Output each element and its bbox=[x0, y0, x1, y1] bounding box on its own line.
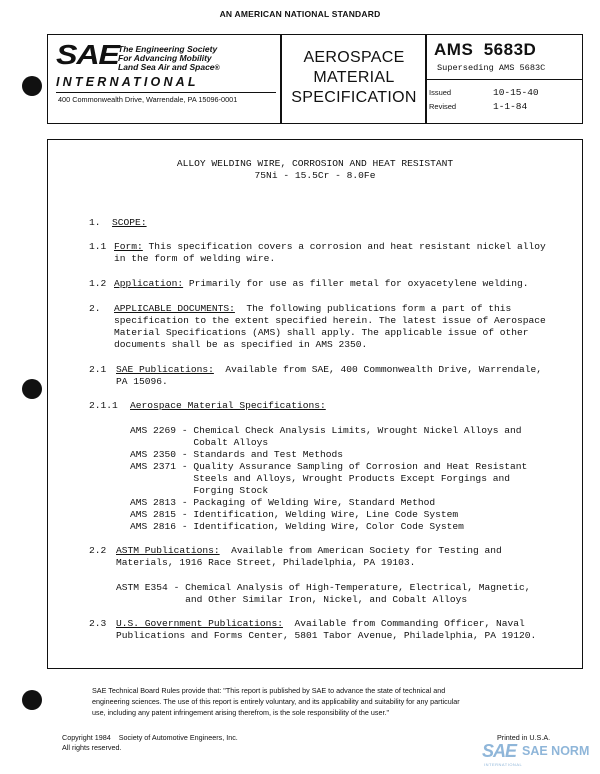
section-1-2-text-1: Primarily for use as filler metal for oxyacetylene welding. bbox=[183, 278, 529, 289]
sae-rule bbox=[56, 92, 276, 93]
sae-tagline-2: For Advancing Mobility bbox=[118, 53, 212, 63]
section-2-1-num: 2.1 bbox=[89, 364, 107, 375]
header-box bbox=[47, 34, 583, 124]
sae-tagline-3 bbox=[118, 63, 220, 73]
title-line-1: ALLOY WELDING WIRE, CORROSION AND HEAT RESISTANT bbox=[176, 158, 454, 169]
section-2-1-1-head: Aerospace Material Specifications: bbox=[130, 400, 326, 411]
section-2-line-1 bbox=[114, 303, 511, 315]
section-1-num: 1. bbox=[89, 217, 101, 228]
title-line-2: 75Ni - 15.5Cr - 8.0Fe bbox=[254, 170, 376, 181]
watermark-sub: INTERNATIONAL bbox=[484, 762, 523, 767]
header-ams-rule bbox=[425, 79, 582, 80]
section-2-2-text-1: Available from American Society for Testing and bbox=[219, 545, 502, 556]
footer-rights: All rights reserved. bbox=[62, 743, 122, 752]
section-2-1-line-1 bbox=[116, 364, 542, 376]
ams-list-item-7: AMS 2813 - Packaging of Welding Wire, Standard Method bbox=[130, 497, 436, 508]
section-1-2-line-1 bbox=[114, 278, 529, 290]
revised-date: 1-1-84 bbox=[493, 101, 528, 112]
ams-list-item-9: AMS 2816 - Identification, Welding Wire, Color Code System bbox=[130, 521, 464, 532]
section-2-2-head: ASTM Publications: bbox=[116, 545, 220, 556]
sae-tagline-3-text: Land Sea Air and Space bbox=[118, 62, 215, 72]
section-2-1-text-1: Available from SAE, 400 Commonwealth Drive, Warrendale, bbox=[213, 364, 543, 375]
section-2-num: 2. bbox=[89, 303, 101, 314]
section-2-line-3: Material Specifications (AMS) shall apply. The applicable issue of other bbox=[114, 327, 529, 338]
ams-list-item-2: Cobalt Alloys bbox=[130, 437, 269, 448]
doc-type-1: AEROSPACE bbox=[303, 49, 405, 66]
ams-list-item-3: AMS 2350 - Standards and Test Methods bbox=[130, 449, 344, 460]
section-2-3-line-2: Publications and Forms Center, 5801 Tabor Avenue, Philadelphia, PA 19120. bbox=[116, 630, 537, 641]
watermark-text: SAE NORM bbox=[522, 744, 590, 758]
ams-list-item-8: AMS 2815 - Identification, Welding Wire, Line Code System bbox=[130, 509, 459, 520]
binder-hole-top bbox=[22, 76, 42, 96]
astm-line-2: and Other Similar Iron, Nickel, and Cobalt Alloys bbox=[116, 594, 468, 605]
footer-rule-line-2: engineering sciences. The use of this report is entirely voluntary, and its applicability and suitability for any particular bbox=[92, 697, 460, 706]
binder-hole-middle bbox=[22, 379, 42, 399]
section-2-line-4: documents shall be as specified in AMS 2350. bbox=[114, 339, 368, 350]
watermark-logo: SAE bbox=[482, 741, 517, 761]
astm-line-1: ASTM E354 - Chemical Analysis of High-Temperature, Electrical, Magnetic, bbox=[116, 582, 531, 593]
sae-logo: SAE bbox=[56, 39, 119, 70]
footer-printed: Printed in U.S.A. bbox=[497, 733, 551, 742]
section-1-head: SCOPE: bbox=[112, 217, 147, 228]
footer-rule-line-3: use, including any patent infringement arising therefrom, is the sole responsibility of the user." bbox=[92, 708, 389, 717]
section-1-2-head: Application: bbox=[114, 278, 184, 289]
ams-number: AMS 5683D bbox=[434, 40, 537, 59]
section-1-1-num: 1.1 bbox=[89, 241, 107, 252]
issued-label: Issued bbox=[429, 88, 452, 97]
section-2-2-line-2: Materials, 1916 Race Street, Philadelphia, PA 19103. bbox=[116, 557, 416, 568]
registered-mark: ® bbox=[214, 65, 220, 72]
sae-address: 400 Commonwealth Drive, Warrendale, PA 15096-0001 bbox=[58, 95, 238, 104]
sae-tagline-1: The Engineering Society bbox=[118, 44, 218, 54]
section-2-line-2: specification to the extent specified herein. The latest issue of Aerospace bbox=[114, 315, 546, 326]
section-2-3-text-1: Available from Commanding Officer, Naval bbox=[282, 618, 525, 629]
section-1-1-text-1: This specification covers a corrosion and heat resistant nickel alloy bbox=[142, 241, 546, 252]
section-2-3-num: 2.3 bbox=[89, 618, 107, 629]
section-2-2-num: 2.2 bbox=[89, 545, 107, 556]
doc-type-3: SPECIFICATION bbox=[291, 89, 417, 106]
section-1-1-line-1 bbox=[114, 241, 546, 253]
section-2-1-line-2: PA 15096. bbox=[116, 376, 168, 387]
section-1-1-head: Form: bbox=[114, 241, 143, 252]
ams-list-item-1: AMS 2269 - Chemical Check Analysis Limits, Wrought Nickel Alloys and bbox=[130, 425, 522, 436]
section-2-3-line-1 bbox=[116, 618, 525, 630]
section-1-2-num: 1.2 bbox=[89, 278, 107, 289]
section-1-1-line-2: in the form of welding wire. bbox=[114, 253, 276, 264]
ams-list-item-4: AMS 2371 - Quality Assurance Sampling of Corrosion and Heat Resistant bbox=[130, 461, 528, 472]
section-2-3-head: U.S. Government Publications: bbox=[116, 618, 283, 629]
issued-date: 10-15-40 bbox=[493, 87, 539, 98]
ams-superseding: Superseding AMS 5683C bbox=[437, 63, 546, 73]
standard-label: AN AMERICAN NATIONAL STANDARD bbox=[219, 9, 381, 19]
binder-hole-bottom bbox=[22, 690, 42, 710]
sae-tagline bbox=[118, 45, 220, 73]
section-2-head: APPLICABLE DOCUMENTS: bbox=[114, 303, 235, 314]
revised-label: Revised bbox=[429, 102, 457, 111]
section-1 bbox=[89, 217, 147, 229]
section-2-2-line-1 bbox=[116, 545, 502, 557]
section-2-1-1-num: 2.1.1 bbox=[89, 400, 118, 411]
sae-norm-watermark bbox=[482, 741, 594, 771]
ams-list-item-5: Steels and Alloys, Wrought Products Except Forgings and bbox=[130, 473, 510, 484]
header-divider-1 bbox=[280, 35, 282, 123]
sae-international: INTERNATIONAL bbox=[56, 75, 199, 89]
footer-rule-line-1: SAE Technical Board Rules provide that: "This report is published by SAE to advance the state of technical and bbox=[92, 686, 446, 695]
ams-list-item-6: Forging Stock bbox=[130, 485, 269, 496]
footer-copyright: Copyright 1984 Society of Automotive Engineers, Inc. bbox=[62, 733, 238, 742]
doc-type bbox=[284, 48, 424, 108]
section-2-1-head: SAE Publications: bbox=[116, 364, 214, 375]
doc-type-2: MATERIAL bbox=[313, 69, 395, 86]
section-2-text-1: The following publications form a part of this bbox=[234, 303, 512, 314]
